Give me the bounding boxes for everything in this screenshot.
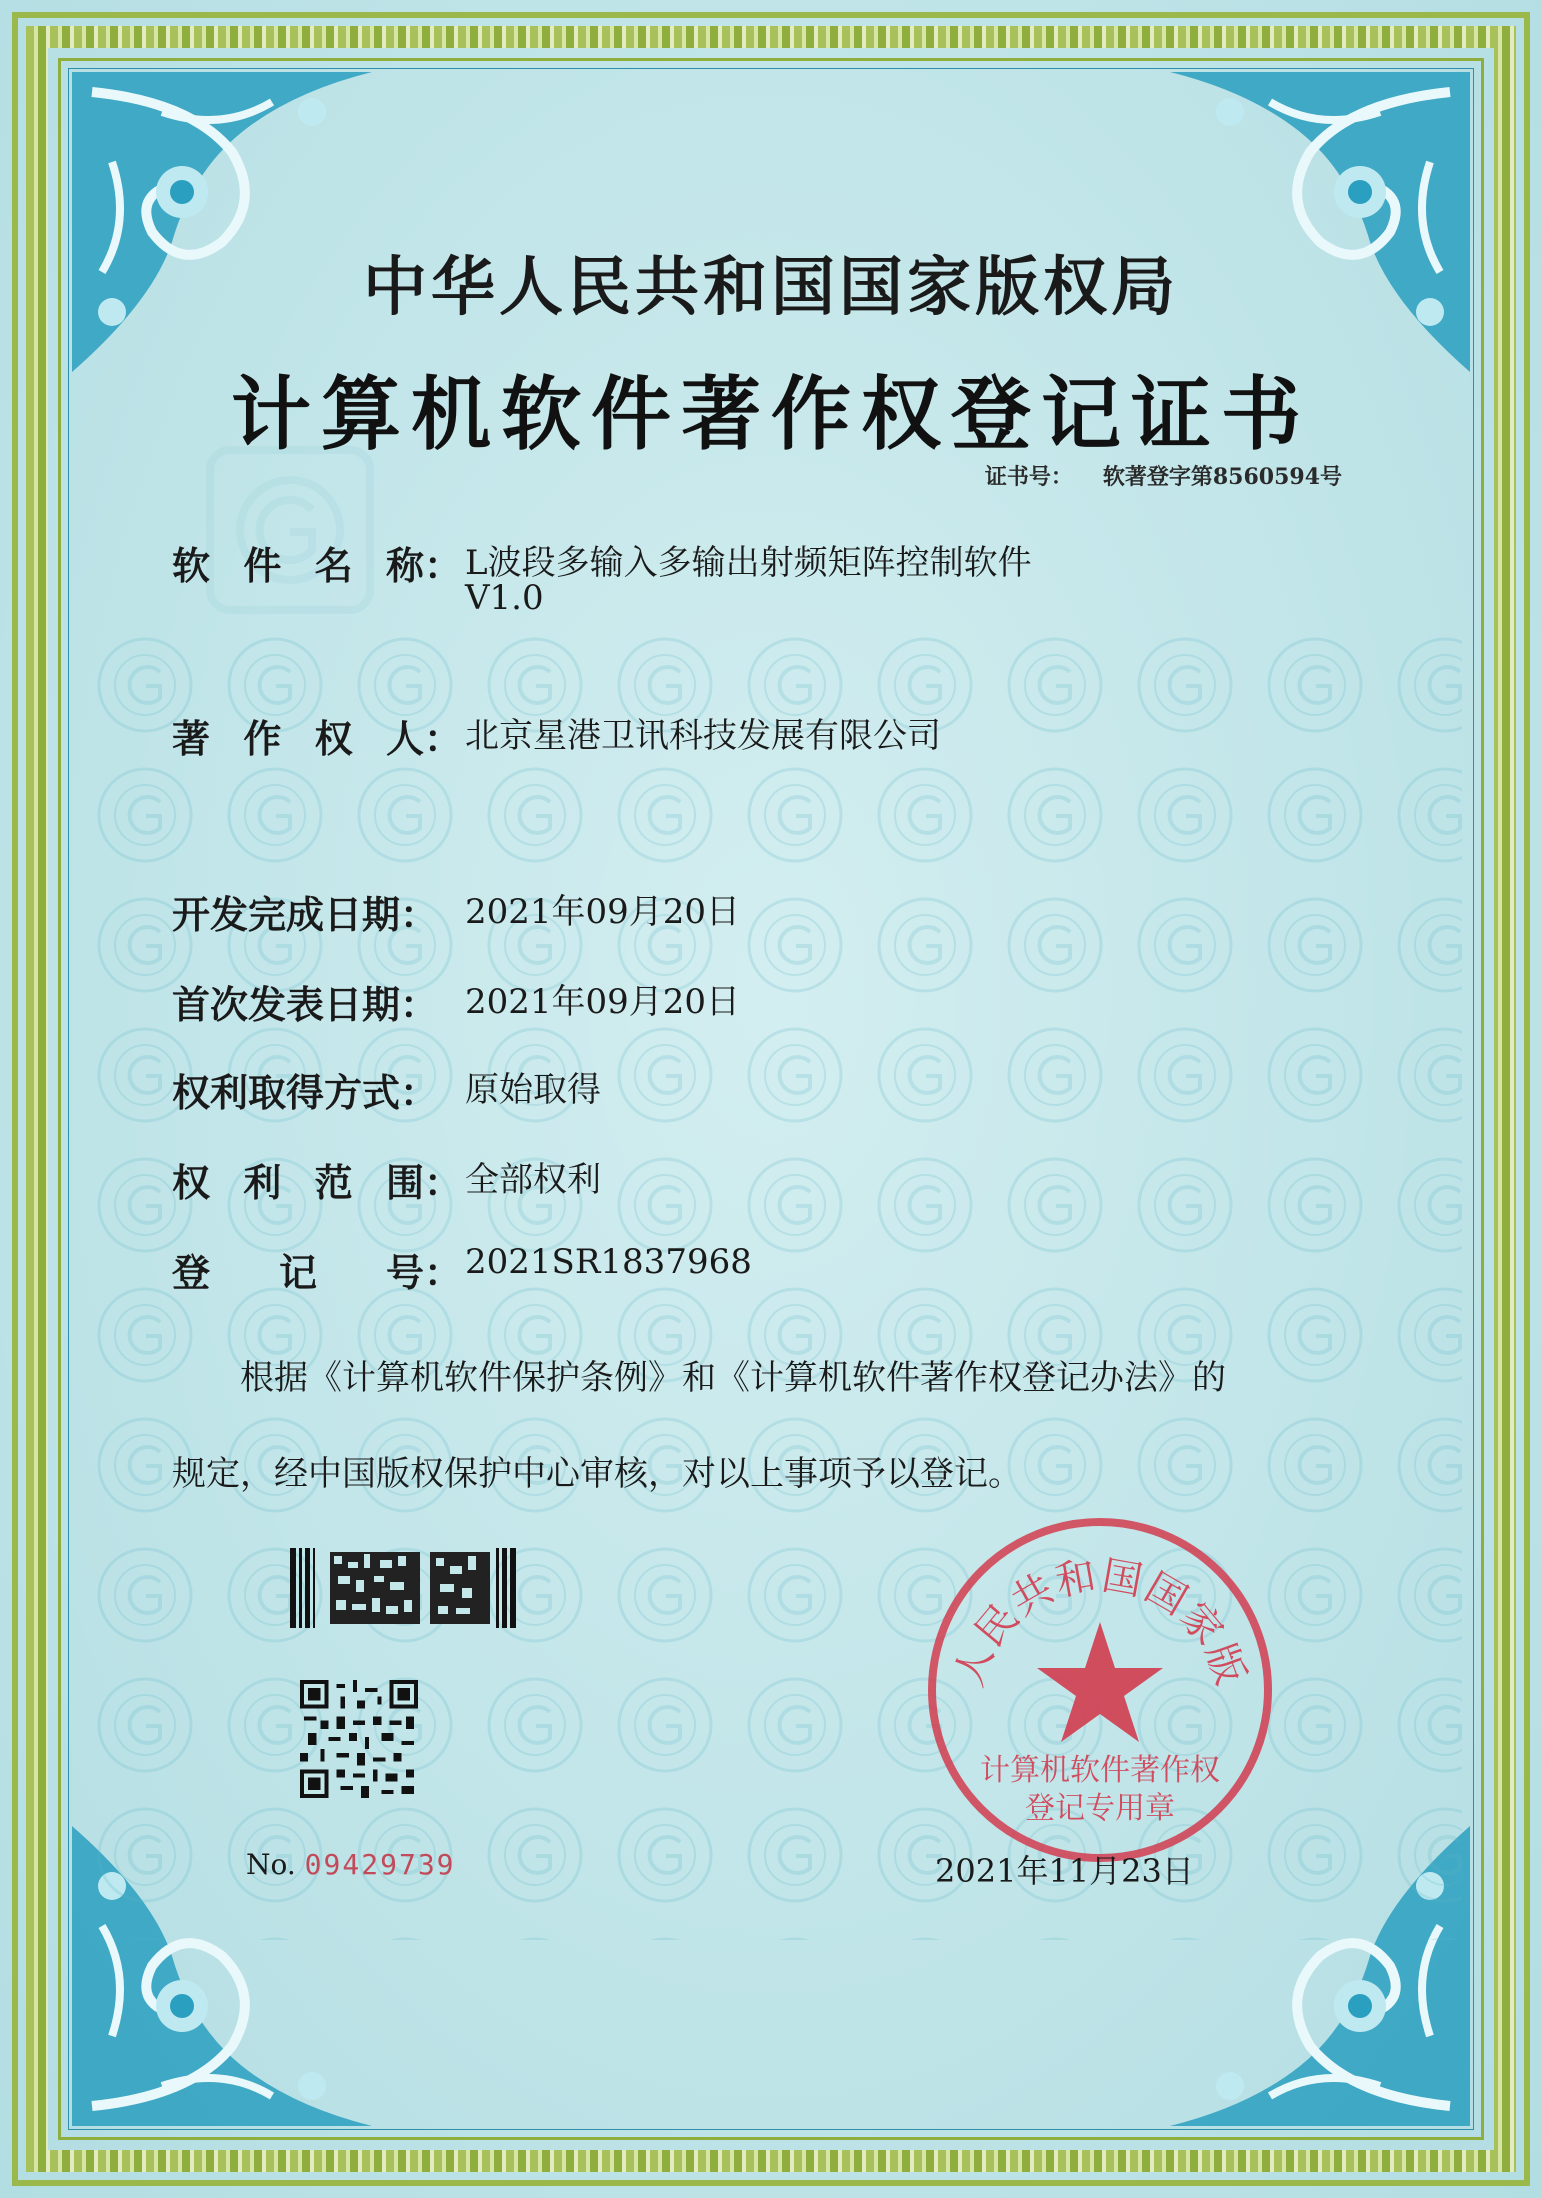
first-publication-date-label: 首次发表日期： — [172, 983, 439, 1027]
legal-basis-line-2: 规定，经中国版权保护中心审核，对以上事项予以登记。 — [172, 1454, 1022, 1494]
legal-basis-line-1: 根据《计算机软件保护条例》和《计算机软件著作权登记办法》的 — [240, 1358, 1226, 1398]
seal-line-1: 计算机软件著作权 — [980, 1753, 1220, 1788]
registration-number-label: 登 记 号： — [172, 1251, 462, 1295]
completion-date-label: 开发完成日期： — [172, 893, 439, 937]
software-name-label: 软 件 名 称： — [172, 544, 462, 588]
seal-line-2: 登记专用章 — [1025, 1791, 1175, 1826]
barcode — [290, 1548, 516, 1628]
issue-date: 2021年11月23日 — [935, 1852, 1194, 1890]
issuer-name: 中华人民共和国国家版权局 — [363, 251, 1179, 325]
rights-scope-value: 全部权利 — [465, 1160, 601, 1200]
copyright-owner-label: 著 作 权 人： — [172, 717, 462, 761]
emblem-watermark-icon — [200, 440, 380, 620]
completion-date-value: 2021年09月20日 — [465, 892, 741, 932]
serial-number-prefix: No. — [246, 1848, 296, 1881]
certificate-number-value: 软著登字第8560594号 — [1102, 464, 1342, 490]
qr-code — [300, 1680, 418, 1798]
registration-number-value: 2021SR1837968 — [465, 1242, 752, 1282]
rights-scope-label: 权 利 范 围： — [172, 1161, 462, 1205]
acquisition-method-value: 原始取得 — [465, 1070, 601, 1110]
official-seal-stamp — [920, 1510, 1280, 1870]
certificate-number — [985, 460, 1342, 491]
certificate-number-label: 证书号： — [984, 464, 1073, 490]
serial-number — [246, 1848, 456, 1881]
software-name-value: L波段多输入多输出射频矩阵控制软件 — [465, 543, 1032, 583]
copyright-owner-value: 北京星港卫讯科技发展有限公司 — [465, 716, 941, 756]
certificate-title: 计算机软件著作权登记证书 — [231, 367, 1311, 461]
software-version-value: V1.0 — [465, 578, 544, 618]
seal-arc-text: 人民共和国国家版 — [946, 1552, 1254, 1693]
acquisition-method-label: 权利取得方式： — [172, 1071, 439, 1115]
serial-number-value: 09429739 — [304, 1848, 456, 1881]
first-publication-date-value: 2021年09月20日 — [465, 982, 741, 1022]
